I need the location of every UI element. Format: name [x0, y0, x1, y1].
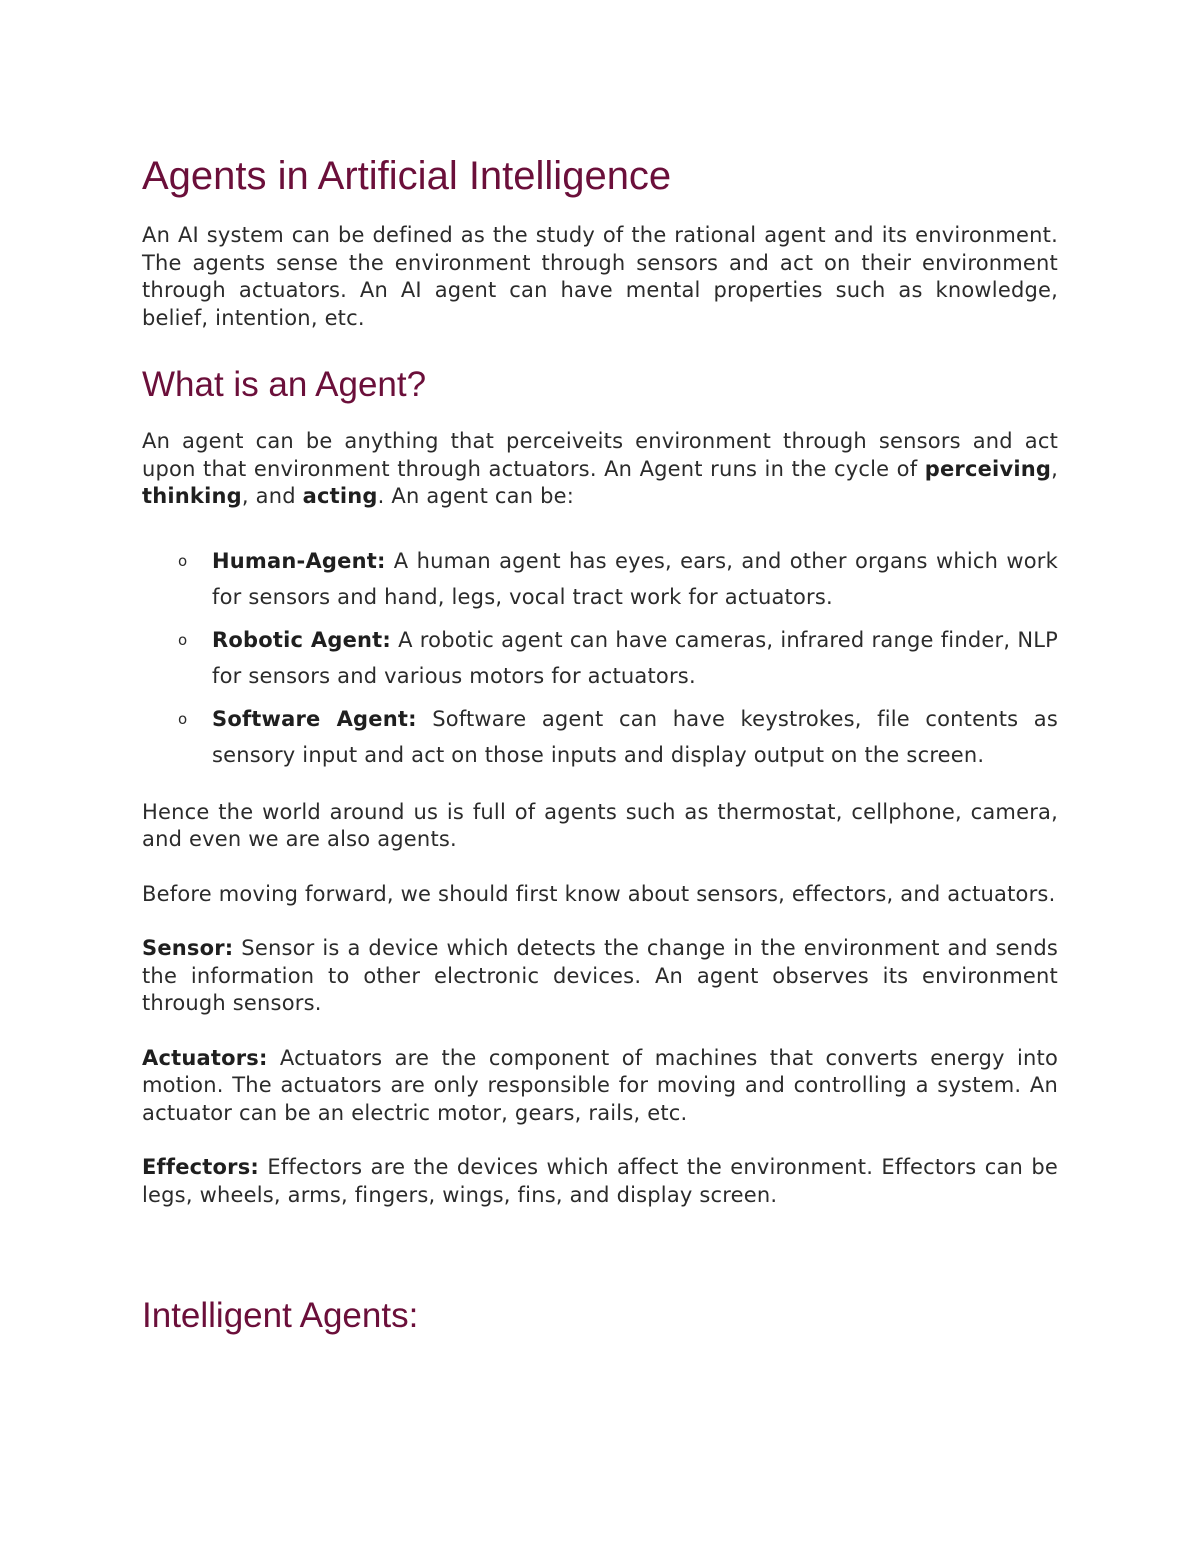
- list-item-text: A robotic agent can have cameras, infrared range finder, NLP for sensors and various motors for actuators.: [212, 627, 1058, 688]
- definition-text: Sensor is a device which detects the change in the environment and sends the information to other electronic devices. An agent observes its environment through sensors.: [142, 936, 1058, 1015]
- list-item-term: Robotic Agent:: [212, 627, 392, 652]
- definition-text: Effectors are the devices which affect the environment. Effectors can be legs, wheels, arms, fingers, wings, fins, and display screen.: [142, 1155, 1058, 1207]
- actuators-definition: [142, 1045, 1058, 1128]
- list-item-term: Software Agent:: [212, 706, 417, 731]
- sensor-definition: [142, 935, 1058, 1018]
- bullet-icon: o: [178, 709, 188, 728]
- hence-paragraph: Hence the world around us is full of agents such as thermostat, cellphone, camera, and even we are also agents.: [142, 799, 1058, 851]
- agent-definition-text-start: An agent can be anything that perceiveits environment through sensors and act upon that environment through actuators. An Agent runs in the cycle of: [142, 429, 1058, 481]
- definition-text: Actuators are the component of machines that converts energy into motion. The actuators are only responsible for moving and controlling a system. An actuator can be an electric motor, gears, rails, etc.: [142, 1045, 1058, 1125]
- agent-definition-text-end: . An agent can be:: [377, 484, 575, 508]
- document-content: [142, 150, 1058, 1339]
- definition-term: Actuators:: [142, 1045, 268, 1070]
- term-perceiving: perceiving: [924, 456, 1052, 481]
- list-item-text: Software agent can have keystrokes, file contents as sensory input and act on those inputs and display output on the screen.: [212, 706, 1058, 767]
- list-item-term: Human-Agent:: [212, 548, 386, 573]
- separator: ,: [1051, 456, 1058, 481]
- intro-paragraph: An AI system can be defined as the study of the rational agent and its environment. The agents sense the environment through sensors and act on their environment through actuators. An AI agent can have mental properties such as knowledge, belief, intention, etc.: [142, 223, 1058, 330]
- section-heading-what-is-agent: What is an Agent?: [142, 365, 427, 404]
- bullet-icon: o: [178, 551, 188, 570]
- definition-term: Sensor:: [142, 936, 234, 960]
- bullet-icon: o: [178, 630, 188, 649]
- term-thinking: thinking: [142, 484, 242, 508]
- term-acting: acting: [302, 484, 378, 508]
- list-item-human-agent: [142, 543, 1058, 616]
- list-item-software-agent: [142, 701, 1058, 774]
- agent-types-list: [142, 543, 1058, 774]
- list-item-text: A human agent has eyes, ears, and other organs which work for sensors and hand, legs, vocal tract work for actuators.: [212, 548, 1058, 609]
- agent-definition-paragraph: [142, 428, 1058, 511]
- list-item-robotic-agent: [142, 622, 1058, 695]
- effectors-definition: [142, 1154, 1058, 1209]
- separator: , and: [241, 484, 303, 508]
- page-title: Agents in Artificial Intelligence: [142, 154, 672, 198]
- definition-term: Effectors:: [142, 1155, 260, 1179]
- before-paragraph: Before moving forward, we should first know about sensors, effectors, and actuators.: [142, 881, 1056, 906]
- section-heading-intelligent-agents: Intelligent Agents:: [142, 1296, 419, 1335]
